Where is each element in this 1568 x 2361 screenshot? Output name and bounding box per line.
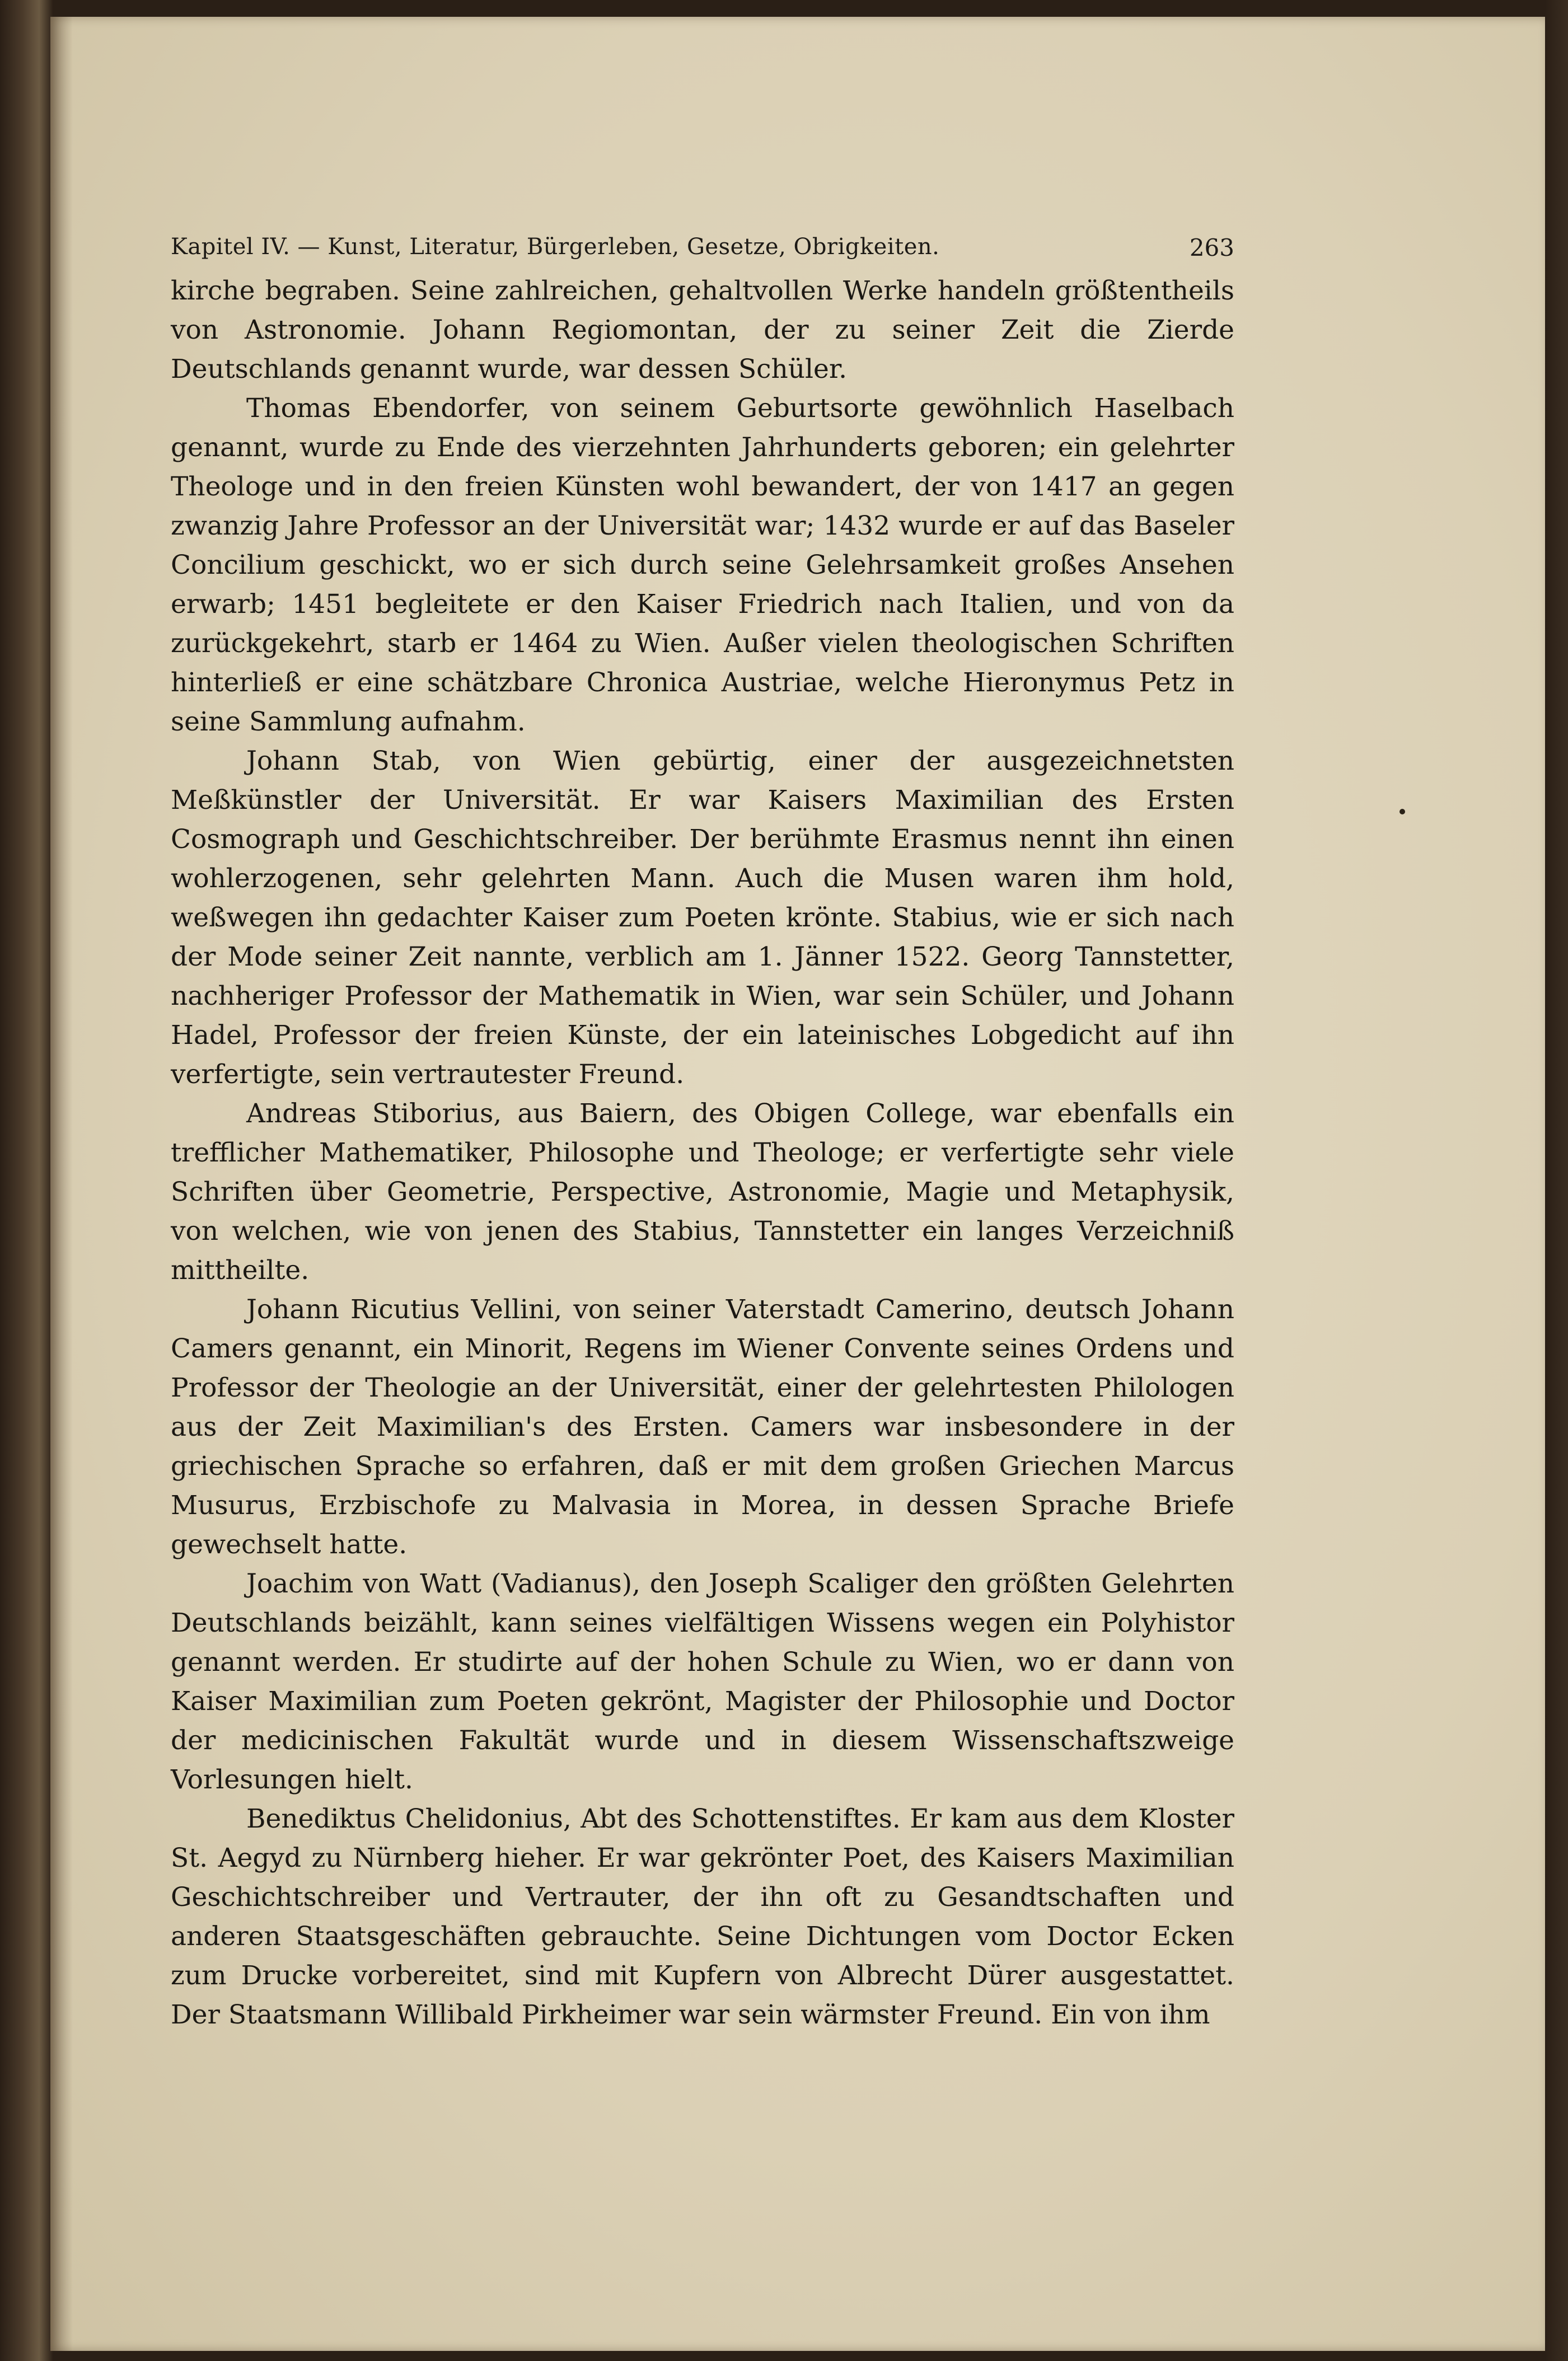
page-header — [171, 234, 1234, 268]
paragraph: Andreas Stiborius, aus Baiern, des Obigen College, war ebenfalls ein trefflicher Mathematiker, Philosophe und Theologe; er verfertigte sehr viele Schriften über Geometrie, Perspective, Astronomie, Magie und Metaphysik, von welchen, wie von jenen des Stabius, Tannstetter ein langes Verzeichniß mittheilte. — [171, 1098, 1234, 1286]
page-edge — [1562, 62, 1568, 2329]
paragraph: Johann Stab, von Wien gebürtig, einer der ausgezeichnetsten Meßkünstler der Universität. Er war Kaisers Maximilian des Ersten Cosmograph und Geschichtschreiber. Der berühmte Erasmus nennt ihn einen wohlerzogenen, sehr gelehrten Mann. Auch die Musen waren ihm hold, weßwegen ihn gedachter Kaiser zum Poeten krönte. Stabius, wie er sich nach der Mode seiner Zeit nannte, verblich am 1. Jänner 1522. Georg Tannstetter, nachheriger Professor der Mathematik in Wien, war sein Schüler, und Johann Hadel, Professor der freien Künste, der ein lateinisches Lobgedicht auf ihn verfertigte, sein vertrautester Freund. — [171, 746, 1234, 1090]
body-text — [171, 271, 1234, 2035]
paragraph: Thomas Ebendorfer, von seinem Geburtsorte gewöhnlich Haselbach genannt, wurde zu Ende des vierzehnten Jahrhunderts geboren; ein gelehrter Theologe und in den freien Künsten wohl bewandert, der von 1417 an gegen zwanzig Jahre Professor an der Universität war; 1432 wurde er auf das Baseler Concilium geschickt, wo er sich durch seine Gelehrsamkeit großes Ansehen erwarb; 1451 begleitete er den Kaiser Friedrich nach Italien, und von da zurückgekehrt, starb er 1464 zu Wien. Außer vielen theologischen Schriften hinterließ er eine schätzbare Chronica Austriae, welche Hieronymus Petz in seine Sammlung aufnahm. — [171, 393, 1234, 737]
page-number: 263 — [1189, 234, 1234, 261]
margin-speck — [1400, 809, 1405, 814]
paragraph: Joachim von Watt (Vadianus), den Joseph Scaliger den größten Gelehrten Deutschlands beizählt, kann seines vielfältigen Wissens wegen ein Polyhistor genannt werden. Er studirte auf der hohen Schule zu Wien, wo er dann von Kaiser Maximilian zum Poeten gekrönt, Magister der Philosophie und Doctor der medicinischen Fakultät wurde und in diesem Wissenschaftszweige Vorlesungen hielt. — [171, 1568, 1234, 1795]
gutter-shadow — [50, 17, 73, 2351]
paragraph: kirche begraben. Seine zahlreichen, gehaltvollen Werke handeln größtentheils von Astronomie. Johann Regiomontan, der zu seiner Zeit die Zierde Deutschlands genannt wurde, war dessen Schüler. — [171, 275, 1234, 385]
paragraph: Johann Ricutius Vellini, von seiner Vaterstadt Camerino, deutsch Johann Camers genannt, ein Minorit, Regens im Wiener Convente seines Ordens und Professor der Theologie an der Universität, einer der gelehrtesten Philologen aus der Zeit Maximilian's des Ersten. Camers war insbesondere in der griechischen Sprache so erfahren, daß er mit dem großen Griechen Marcus Musurus, Erzbischofe zu Malvasia in Morea, in dessen Sprache Briefe gewechselt hatte. — [171, 1294, 1234, 1560]
running-head: Kapitel IV. — Kunst, Literatur, Bürgerleben, Gesetze, Obrigkeiten. — [171, 234, 940, 260]
paragraph: Benediktus Chelidonius, Abt des Schottenstiftes. Er kam aus dem Kloster St. Aegyd zu Nürnberg hieher. Er war gekrönter Poet, des Kaisers Maximilian Geschichtschreiber und Vertrauter, der ihn oft zu Gesandtschaften und anderen Staatsgeschäften gebrauchte. Seine Dichtungen vom Doctor Ecken zum Drucke vorbereitet, sind mit Kupfern von Albrecht Dürer ausgestattet. Der Staatsmann Willibald Pirkheimer war sein wärmster Freund. Ein von ihm — [171, 1803, 1234, 2030]
